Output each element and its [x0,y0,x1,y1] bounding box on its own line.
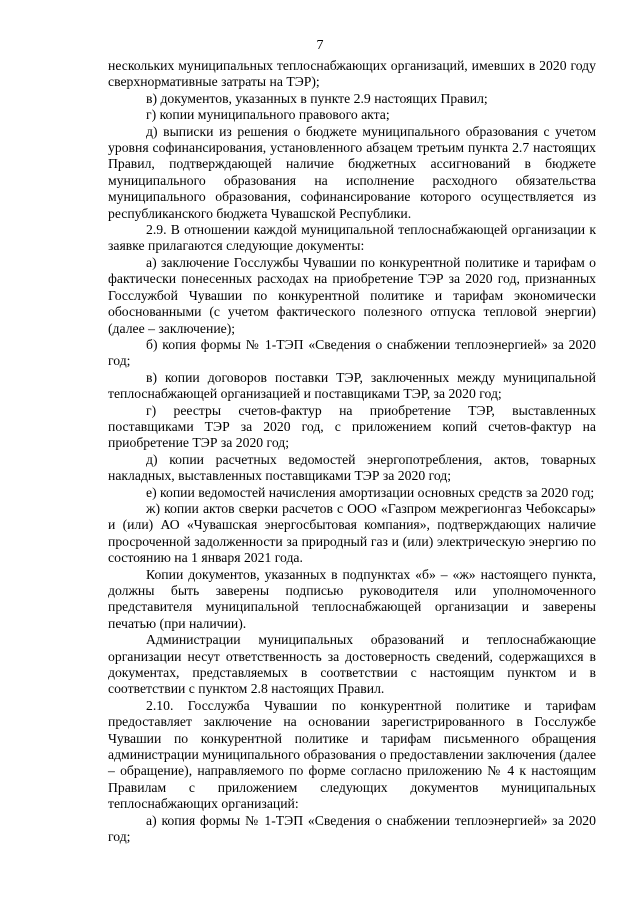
paragraph-2-9-item-v: в) копии договоров поставки ТЭР, заключенных между муниципальной теплоснабжающей организацией и поставщиками ТЭР, за 2020 год; [108,369,596,402]
paragraph-clause-2-10: 2.10. Госслужба Чувашии по конкурентной политике и тарифам предоставляет заключение на основании зарегистрированного в Госслужбе Чувашии по конкурентной политике и тарифам письменного обращения администрации муниципального образования о предоставлении заключения (далее – обращение), направляемого по форме согласно приложению № 4 к настоящим Правилам с приложением следующих документов муниципальных теплоснабжающих организаций: [108,697,596,812]
paragraph-2-9-item-d: д) копии расчетных ведомостей энергопотребления, актов, товарных накладных, выставленных поставщиками ТЭР за 2020 год; [108,451,596,484]
paragraph-2-9-item-a: а) заключение Госслужбы Чувашии по конкурентной политике и тарифам о фактически понесенных расходах на приобретение ТЭР за 2020 год, признанных Госслужбой Чувашии по конкурентной политике и тарифам экономически обоснованными (с учетом фактического полезного отпуска тепловой энергии) (далее – заключение); [108,254,596,336]
paragraph-item-v: в) документов, указанных в пункте 2.9 настоящих Правил; [146,90,488,106]
paragraph-2-9-item-e: е) копии ведомостей начисления амортизации основных средств за 2020 год; [146,484,595,500]
paragraph-responsibility: Администрации муниципальных образований и теплоснабжающие организации несут ответственность за достоверность сведений, содержащихся в документах, представляемых в соответствии с настоящим пунктом и в соответствии с пунктом 2.8 настоящих Правил. [108,632,596,697]
paragraph-copies-certification: Копии документов, указанных в подпунктах «б» – «ж» настоящего пункта, должны быть заверены подписью руководителя или уполномоченного представителя муниципальной теплоснабжающей организации и заверены печатью (при наличии). [108,566,596,631]
paragraph-2-10-item-a: а) копия формы № 1-ТЭП «Сведения о снабжении теплоэнергией» за 2020 год; [108,812,596,845]
paragraph-clause-2-9: 2.9. В отношении каждой муниципальной теплоснабжающей организации к заявке прилагаются следующие документы: [108,222,596,254]
paragraph-continuation: нескольких муниципальных теплоснабжающих организаций, имевших в 2020 году сверхнормативные затраты на ТЭР); [108,58,596,90]
paragraph-item-d: д) выписки из решения о бюджете муниципального образования с учетом уровня софинансирования, установленного абзацем третьим пункта 2.7 настоящих Правил, подтверждающей наличие бюджетных ассигнований в бюджете муниципального образования на исполнение расходного обязательства муниципального образования, софинансирование которого осуществляется из республиканского бюджета Чувашской Республики. [108,123,596,221]
paragraph-2-9-item-zh: ж) копии актов сверки расчетов с ООО «Газпром межрегионгаз Чебоксары» и (или) АО «Чувашская энергосбытовая компания», подтверждающих наличие просроченной задолженности за природный газ и (или) электрическую энергию по состоянию на 1 января 2021 года. [108,500,596,566]
page-number: 7 [316,38,324,53]
paragraph-2-9-item-b: б) копия формы № 1-ТЭП «Сведения о снабжении теплоэнергией» за 2020 год; [108,336,596,369]
document-body [108,58,596,846]
paragraph-2-9-item-g: г) реестры счетов-фактур на приобретение ТЭР, выставленных поставщиками ТЭР за 2020 год, с приложением копий счетов-фактур на приобретение ТЭР за 2020 год; [108,402,596,451]
paragraph-item-g: г) копии муниципального правового акта; [146,107,390,123]
